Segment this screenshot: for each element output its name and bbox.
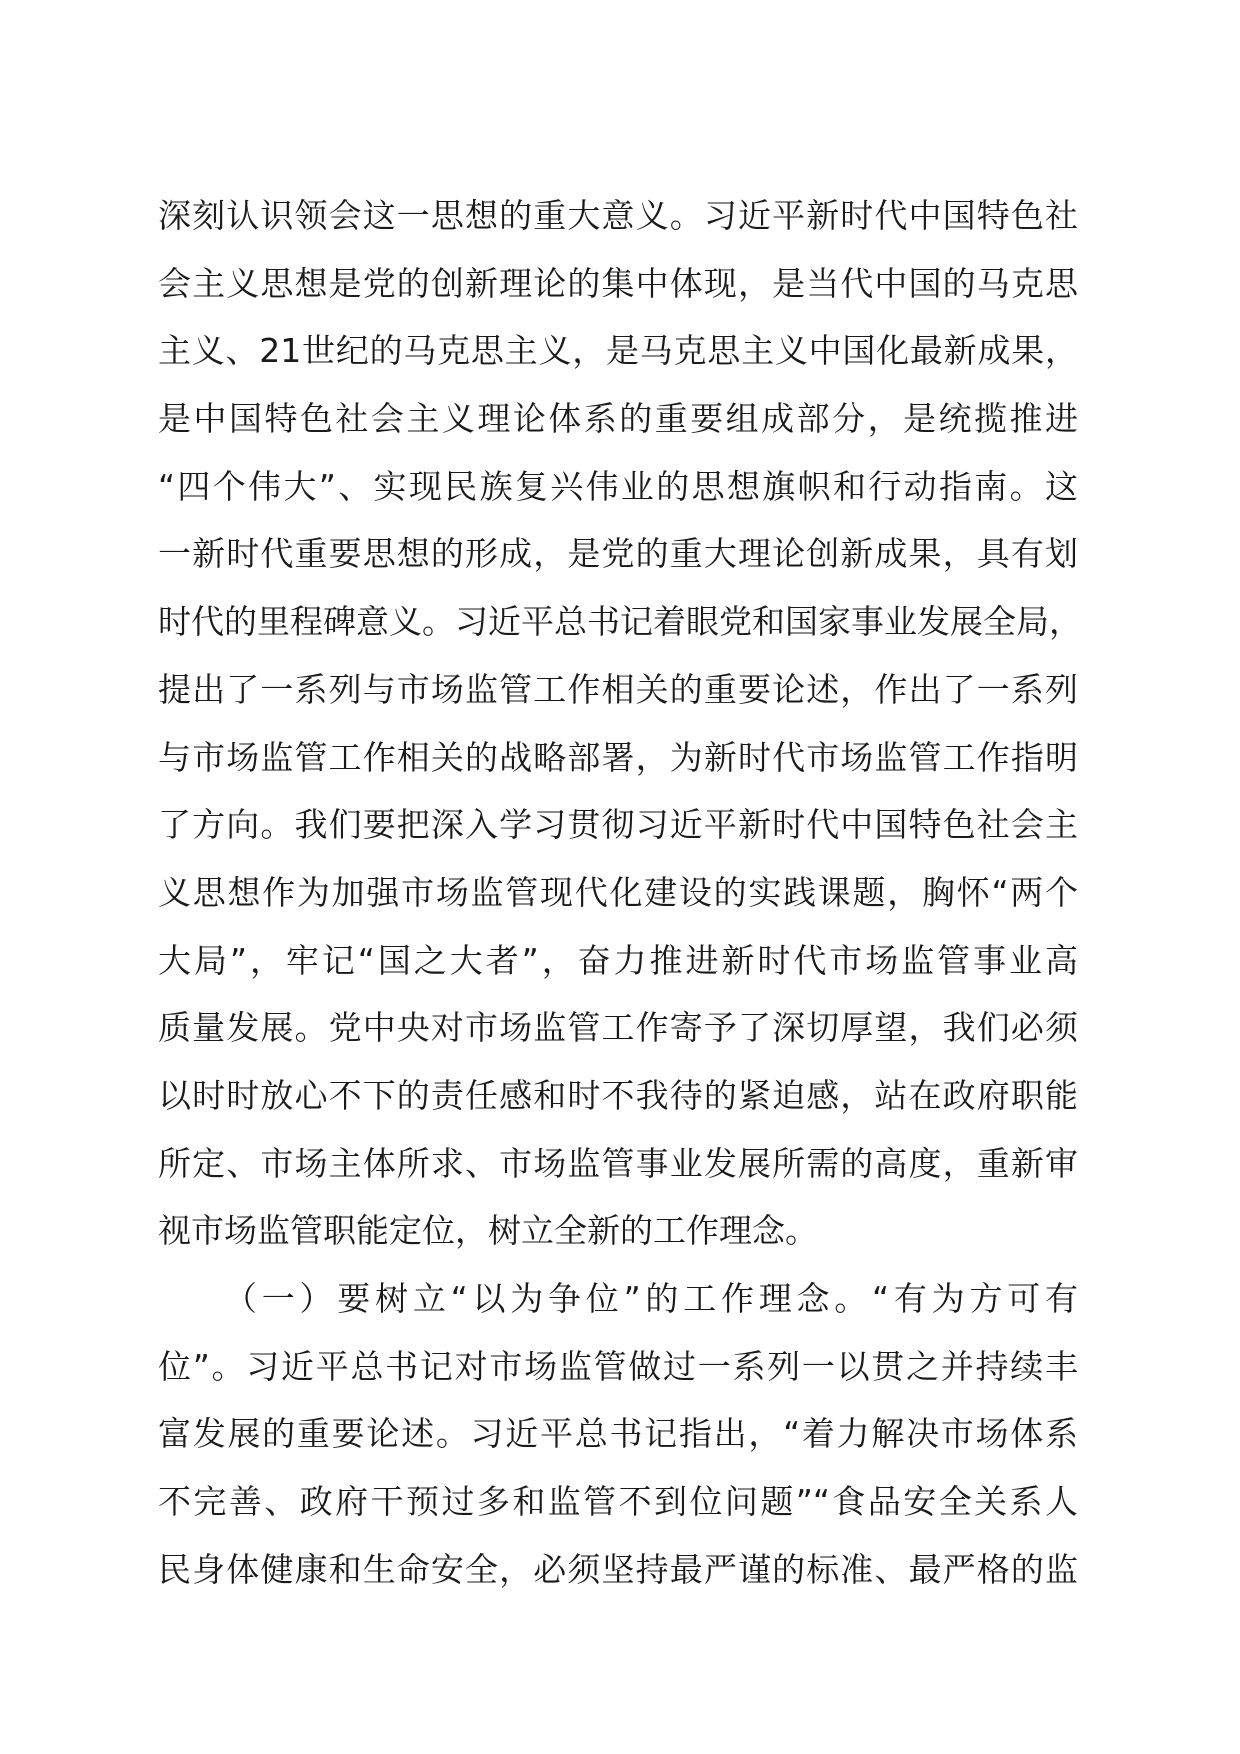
text-line: 以时时放心不下的责任感和时不我待的紧迫感，站在政府职能: [158, 1075, 1078, 1115]
text-line: 一新时代重要思想的形成，是党的重大理论创新成果，具有划: [158, 534, 1078, 574]
body-text: [158, 182, 1082, 1603]
text-line: 提出了一系列与市场监管工作相关的重要论述，作出了一系列: [158, 669, 1078, 709]
text-line: 主义、21世纪的马克思主义，是马克思主义中国化最新成果，: [158, 331, 1078, 371]
text-line: 义思想作为加强市场监管现代化建设的实践课题，胸怀“两个: [158, 872, 1078, 912]
text-line: 与市场监管工作相关的战略部署，为新时代市场监管工作指明: [158, 737, 1078, 777]
text-line: 会主义思想是党的创新理论的集中体现，是当代中国的马克思: [158, 263, 1078, 303]
text-line: 大局”，牢记“国之大者”，奋力推进新时代市场监管事业高: [158, 940, 1078, 980]
text-line: 质量发展。党中央对市场监管工作寄予了深切厚望，我们必须: [158, 1008, 1078, 1048]
text-line: 了方向。我们要把深入学习贯彻习近平新时代中国特色社会主: [158, 805, 1078, 845]
section-heading-line: （一）要树立“以为争位”的工作理念。“有为方可有: [224, 1279, 1078, 1318]
text-line: 时代的里程碑意义。习近平总书记着眼党和国家事业发展全局，: [158, 602, 1082, 642]
text-line: 所定、市场主体所求、市场监管事业发展所需的高度，重新审: [158, 1143, 1078, 1183]
text-line: 位”。习近平总书记对市场监管做过一系列一以贯之并持续丰: [158, 1346, 1078, 1386]
text-line: 不完善、政府干预过多和监管不到位问题”“食品安全关系人: [158, 1482, 1078, 1522]
text-line: 富发展的重要论述。习近平总书记指出，“着力解决市场体系: [158, 1414, 1078, 1454]
text-line: 民身体健康和生命安全，必须坚持最严谨的标准、最严格的监: [158, 1549, 1078, 1589]
text-line: “四个伟大”、实现民族复兴伟业的思想旗帜和行动指南。这: [158, 466, 1078, 506]
text-line: 是中国特色社会主义理论体系的重要组成部分，是统揽推进: [158, 399, 1078, 439]
text-line-paragraph-end: 视市场监管职能定位，树立全新的工作理念。: [158, 1211, 818, 1251]
text-line: 深刻认识领会这一思想的重大意义。习近平新时代中国特色社: [158, 196, 1078, 235]
